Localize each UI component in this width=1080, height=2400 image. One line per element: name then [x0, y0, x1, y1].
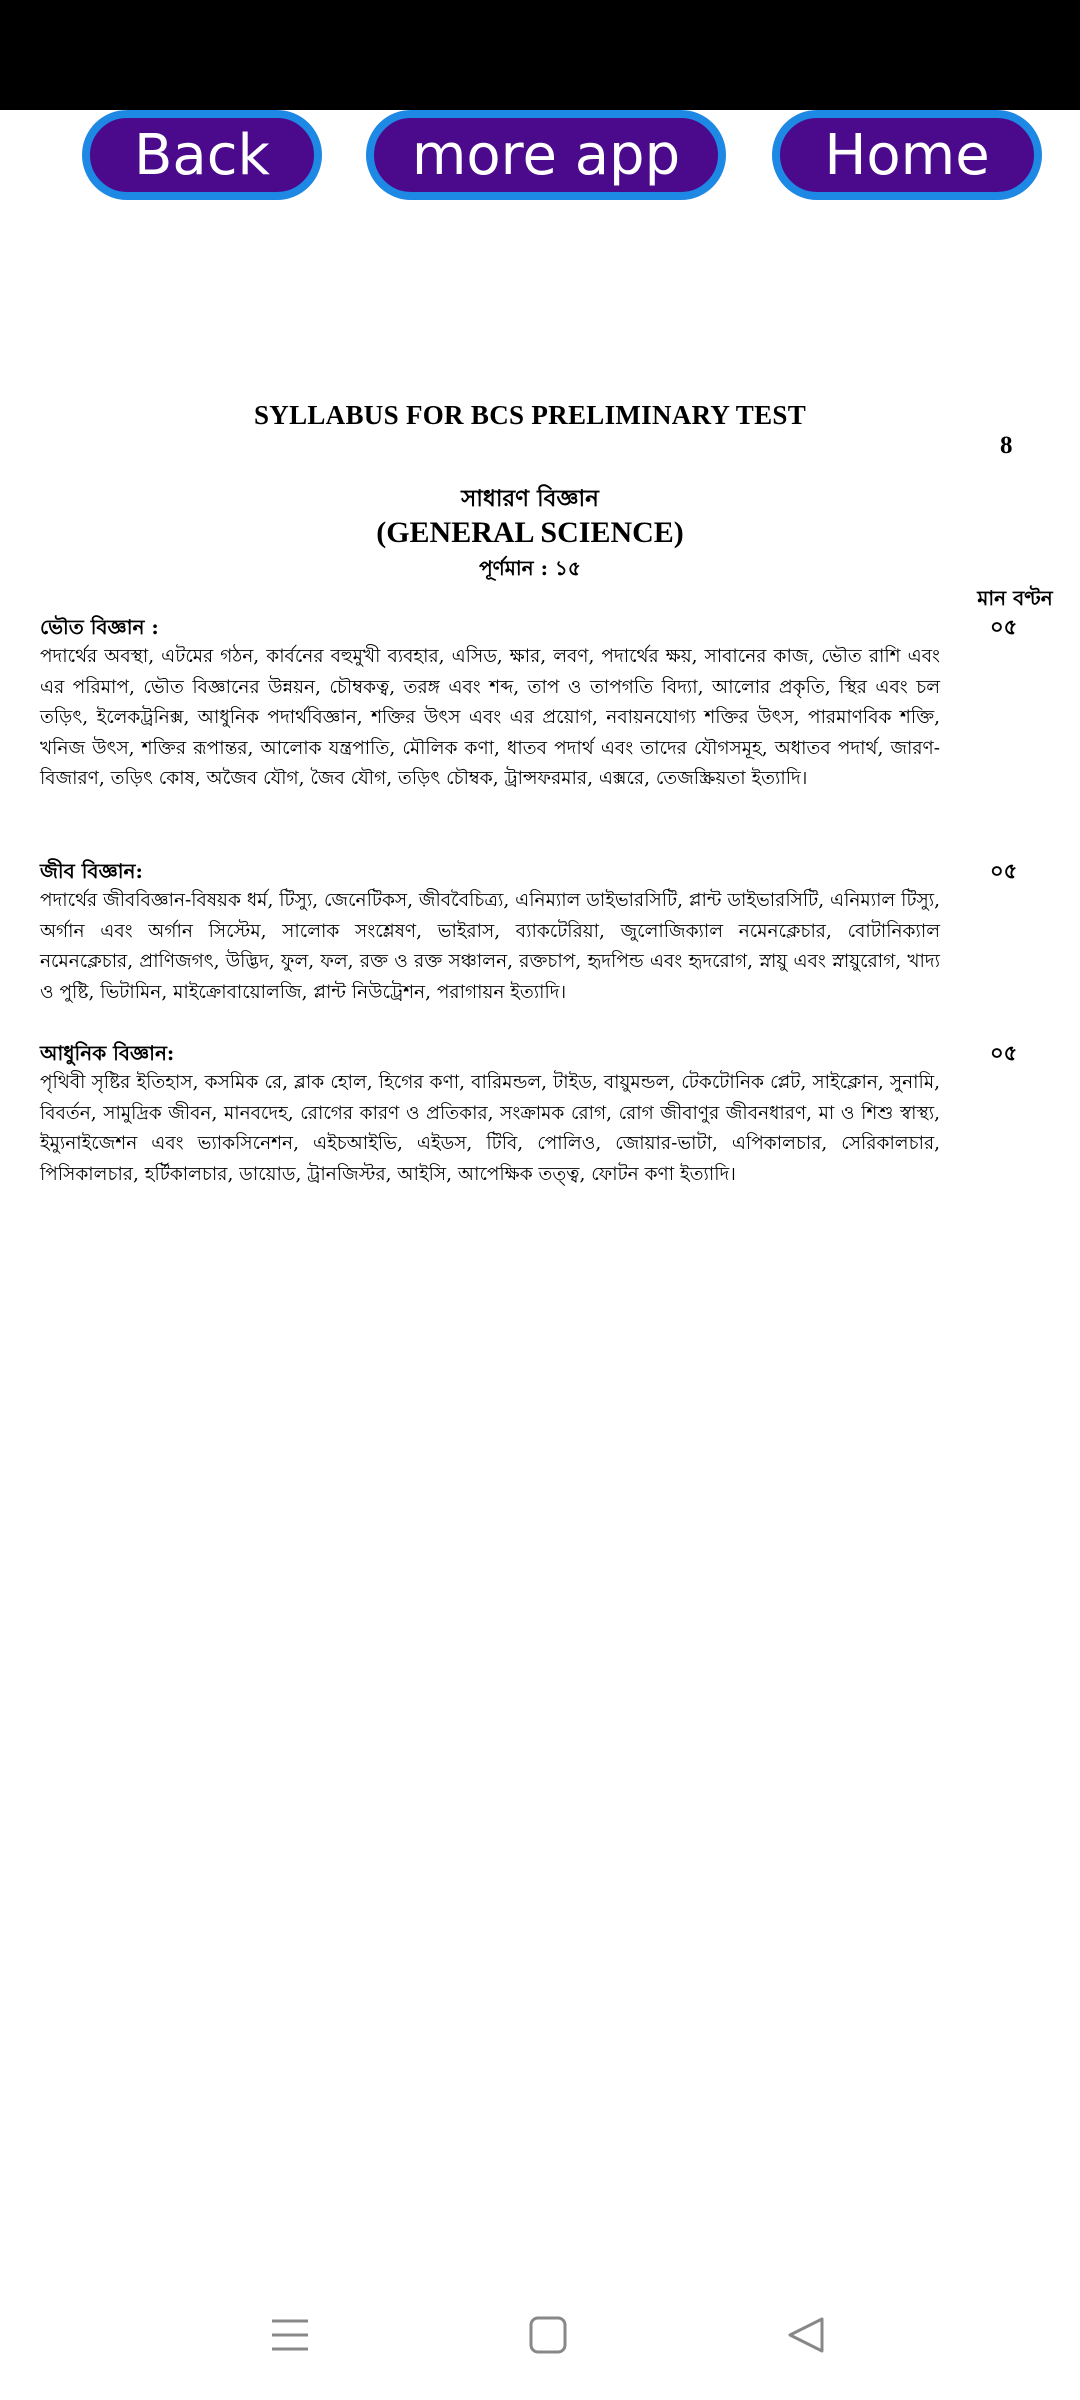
back-button[interactable]: Back — [82, 110, 322, 200]
status-bar — [0, 0, 1080, 110]
section-physical-science — [40, 612, 940, 795]
section-modern-science — [40, 1038, 940, 1190]
back-triangle-icon — [786, 2315, 826, 2355]
section-body: পৃথিবী সৃষ্টির ইতিহাস, কসমিক রে, ব্লাক হোল, হিগের কণা, বারিমন্ডল, টাইড, বায়ুমন্ডল, টেকটোনিক প্লেট, সাইক্লোন, সুনামি, বিবর্তন, সামুদ্রিক জীবন, মানবদেহ, রোগের কারণ ও প্রতিকার, সংক্রামক রোগ, রোগ জীবাণুর জীবনধারণ, মা ও শিশু স্বাস্থ্য, ইম্যুনাইজেশন এবং ভ্যাকসিনেশন, এইচআইভি, এইডস, টিবি, পোলিও, জোয়ার-ভাটা, এপিকালচার, সেরিকালচার, পিসিকালচার, হর্টিকালচার, ডায়োড, ট্রানজিস্টর, আইসি, আপেক্ষিক তত্ত্ব, ফোটন কণা ইত্যাদি। — [40, 1072, 940, 1185]
subject-title-bangla: সাধারণ বিজ্ঞান — [461, 485, 599, 512]
section-marks: ০৫ — [990, 858, 1018, 883]
section-biology — [40, 856, 940, 1008]
page-number: 8 — [1000, 432, 1013, 459]
more-app-button[interactable]: more app — [366, 110, 726, 200]
recent-apps-button[interactable] — [250, 2300, 330, 2370]
section-marks: ০৫ — [990, 614, 1018, 639]
home-button[interactable]: Home — [772, 110, 1042, 200]
section-heading: জীব বিজ্ঞান: — [40, 859, 143, 883]
section-body: পদার্থের জীববিজ্ঞান-বিষয়ক ধর্ম, টিস্যু, জেনেটিকস, জীববৈচিত্র্য, এনিম্যাল ডাইভারসিটি, প্লান্ট ডাইভারসিটি, এনিম্যাল টিস্যু, অর্গান এবং অর্গান সিস্টেম, সালোক সংশ্লেষণ, ভাইরাস, ব্যাকটেরিয়া, জুলোজিক্যাল নমেনক্লেচার, বোটানিক্যাল নমেনক্লেচার, প্রাণিজগৎ, উদ্ভিদ, ফুল, ফল, রক্ত ও রক্ত সঞ্চালন, রক্তচাপ, হৃদপিন্ড এবং হৃদরোগ, স্নায়ু এবং স্নায়ুরোগ, খাদ্য ও পুষ্টি, ভিটামিন, মাইক্রোবায়োলজি, প্লান্ট নিউট্রেশন, পরাগায়ন ইত্যাদি। — [40, 890, 940, 1003]
home-square-icon — [528, 2315, 568, 2355]
subject-title-english: (GENERAL SCIENCE) — [376, 516, 684, 549]
system-home-button[interactable] — [508, 2300, 588, 2370]
document-title: SYLLABUS FOR BCS PRELIMINARY TEST — [253, 400, 807, 430]
system-navigation-bar — [0, 2290, 1080, 2380]
section-heading: ভৌত বিজ্ঞান : — [40, 615, 159, 639]
menu-icon — [270, 2317, 310, 2353]
system-back-button[interactable] — [766, 2300, 846, 2370]
section-heading: আধুনিক বিজ্ঞান: — [40, 1041, 175, 1065]
section-marks: ০৫ — [990, 1040, 1018, 1065]
section-body: পদার্থের অবস্থা, এটমের গঠন, কার্বনের বহুমুখী ব্যবহার, এসিড, ক্ষার, লবণ, পদার্থের ক্ষয়, সাবানের কাজ, ভৌত রাশি এবং এর পরিমাপ, ভৌত বিজ্ঞানের উন্নয়ন, চৌম্বকত্ব, তরঙ্গ এবং শব্দ, তাপ ও তাপগতি বিদ্যা, আলোর প্রকৃতি, স্থির এবং চল তড়িৎ, ইলেকট্রনিক্স, আধুনিক পদার্থবিজ্ঞান, শক্তির উৎস এবং এর প্রয়োগ, নবায়নযোগ্য শক্তির উৎস, পারমাণবিক শক্তি, খনিজ উৎস, শক্তির রূপান্তর, আলোক যন্ত্রপাতি, মৌলিক কণা, ধাতব পদার্থ এবং তাদের যৌগসমূহ, অধাতব পদার্থ, জারণ-বিজারণ, তড়িৎ কোষ, অজৈব যৌগ, জৈব যৌগ, তড়িৎ চৌম্বক, ট্রান্সফরমার, এক্সরে, তেজস্ক্রিয়তা ইত্যাদি। — [40, 646, 940, 789]
full-marks: পূর্ণমান : ১৫ — [479, 556, 581, 580]
marks-distribution-header: মান বণ্টন — [977, 586, 1053, 610]
